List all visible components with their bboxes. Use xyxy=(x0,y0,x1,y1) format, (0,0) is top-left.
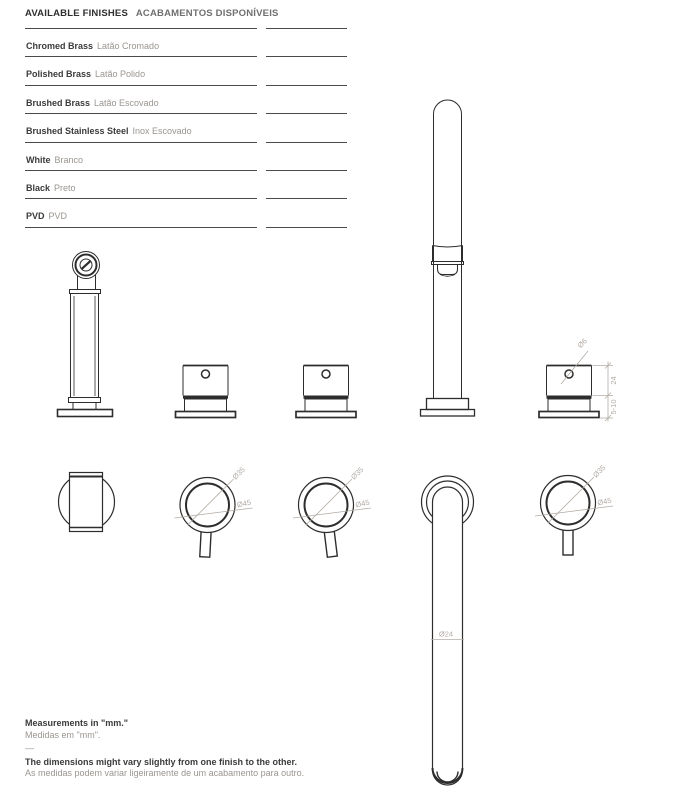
finish-row xyxy=(25,28,347,56)
finish-name-en: Polished Brass xyxy=(26,69,92,80)
footer-notes xyxy=(25,718,304,780)
spout-side-view-drawing xyxy=(421,100,475,416)
finishes-table xyxy=(25,28,347,227)
handle-lever-top-view-3-drawing xyxy=(535,463,613,555)
handle-top-view-drawing xyxy=(59,473,115,532)
finish-name-pt: Inox Escovado xyxy=(132,126,192,137)
finish-row xyxy=(25,142,347,170)
handle-lever-top-view-1-drawing xyxy=(175,465,253,557)
finish-name-en: PVD xyxy=(26,211,45,222)
finish-name-pt: Preto xyxy=(54,182,76,193)
footer-separator: — xyxy=(25,743,34,753)
finish-row xyxy=(25,56,347,84)
measurements-note-pt: Medidas em "mm". xyxy=(25,729,101,740)
dimension-spout-tube-diameter: Ø24 xyxy=(438,629,454,639)
finish-name-pt: Latão Cromado xyxy=(97,41,160,51)
finish-name-pt: PVD xyxy=(48,211,68,222)
finish-swatch-cell xyxy=(266,28,347,56)
handle-side-view-drawing xyxy=(58,252,113,417)
handle-front-view-dimensioned-drawing xyxy=(539,337,618,422)
page-title-pt: ACABAMENTOS DISPONÍVEIS xyxy=(135,8,279,19)
page-title xyxy=(25,8,279,19)
page-title-en: AVAILABLE FINISHES xyxy=(25,8,129,19)
finish-swatch-cell xyxy=(266,198,347,226)
finish-row xyxy=(25,198,347,226)
dimension-handle-outer-diameter: Ø45 xyxy=(236,497,252,510)
finish-swatch-cell xyxy=(266,56,347,84)
finish-name-pt: Branco xyxy=(54,154,84,165)
dimension-handle-outer-diameter: Ø45 xyxy=(354,497,371,510)
dimensions-note-pt: As medidas podem variar ligeiramente de um acabamento para outro. xyxy=(25,768,305,778)
finish-name-en: White xyxy=(26,154,51,165)
handle-lever-top-view-2-drawing xyxy=(293,465,371,557)
finish-swatch-cell xyxy=(266,170,347,198)
dimension-handle-inner-diameter: Ø35 xyxy=(591,463,608,480)
finish-name-pt: Latão Polido xyxy=(95,69,146,80)
finish-name-en: Brushed Stainless Steel xyxy=(26,126,129,137)
finish-row xyxy=(25,85,347,113)
dimension-handle-outer-diameter: Ø45 xyxy=(596,495,613,508)
finish-swatch-cell xyxy=(266,142,347,170)
finish-swatch-cell xyxy=(266,113,347,141)
dimension-screw-diameter: Ø6 xyxy=(575,336,589,350)
finish-swatch-cell xyxy=(266,85,347,113)
spout-plan-view-drawing xyxy=(422,476,474,785)
finish-name-en: Black xyxy=(26,182,51,193)
dimensions-note-en: The dimensions might vary slightly from one finish to the other. xyxy=(25,756,298,767)
handle-front-view-2-drawing xyxy=(296,366,356,418)
finish-row xyxy=(25,113,347,141)
finish-name-en: Brushed Brass xyxy=(26,97,91,108)
measurements-note-en: Measurements in "mm." xyxy=(25,718,129,728)
finish-row xyxy=(25,170,347,198)
finish-name-en: Chromed Brass xyxy=(26,41,94,51)
dimension-handle-inner-diameter: Ø35 xyxy=(349,465,366,482)
finish-name-pt: Latão Escovado xyxy=(94,97,159,108)
dimension-handle-body-height: 24 xyxy=(609,376,618,385)
handle-front-view-1-drawing xyxy=(176,366,236,418)
dimension-handle-base-height: 5-10 xyxy=(609,399,618,415)
dimension-handle-inner-diameter: Ø35 xyxy=(230,465,247,482)
